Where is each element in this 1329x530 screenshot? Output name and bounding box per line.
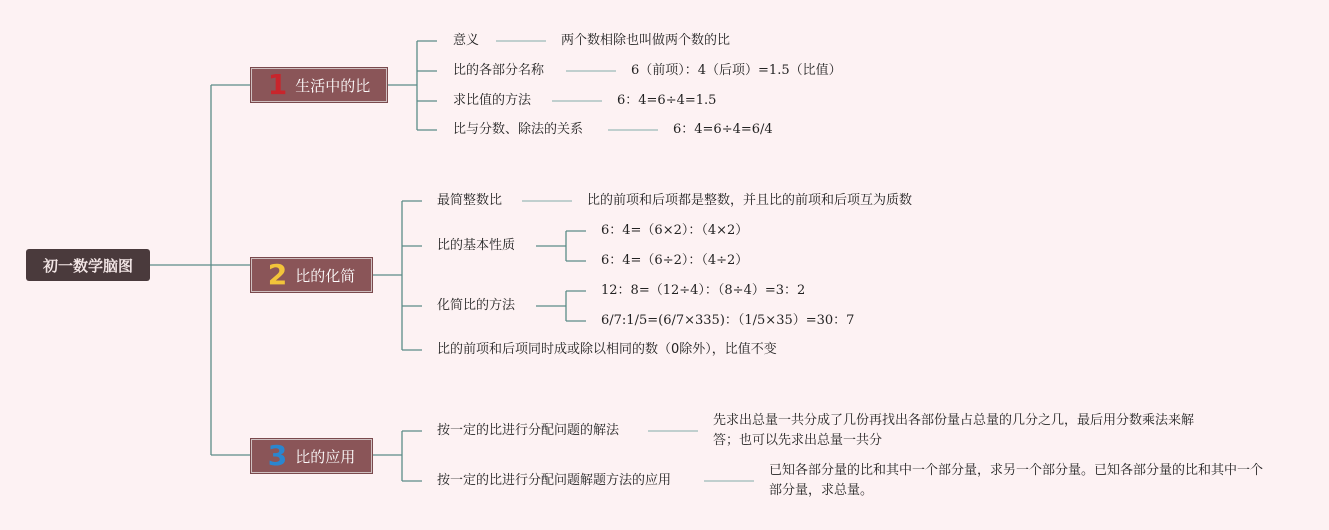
topic-simplest-ratio-value: 比的前项和后项都是整数，并且比的前项和后项互为质数 xyxy=(587,193,913,208)
connector-branch-1 xyxy=(387,41,437,130)
branch-label-1: 生活中的比 xyxy=(295,76,371,95)
topic-ratio-relation-value: 6：4=6÷4=6/4 xyxy=(673,122,773,137)
branch-node-1[interactable] xyxy=(251,68,387,102)
topic-simplest-ratio[interactable]: 最简整数比 xyxy=(437,193,503,208)
number-1-icon: 1 xyxy=(267,68,288,101)
connector-root xyxy=(150,85,251,455)
branch-node-3[interactable] xyxy=(251,439,372,473)
topic-distribution-application-value: 已知各部分量的比和其中一个部分量，求另一个部分量。已知各部分量的比和其中一个部分量，求总量。 xyxy=(769,463,1264,498)
topic-basic-property[interactable]: 比的基本性质 xyxy=(437,238,516,253)
topic-ratio-value-method-value: 6：4=6÷4=1.5 xyxy=(617,93,717,108)
topic-simplify-method-value-2: 6/7:1/5=(6/7×335)：（1/5×35）=30：7 xyxy=(601,313,855,328)
topic-part-names-value: 6（前项）：4（后项）=1.5（比值） xyxy=(631,63,842,78)
topic-basic-property-value-1: 6：4=（6×2）：（4×2） xyxy=(601,223,749,238)
number-2-icon: 2 xyxy=(267,258,288,291)
topic-part-names[interactable]: 比的各部分名称 xyxy=(453,63,545,78)
topic-ratio-relation[interactable]: 比与分数、除法的关系 xyxy=(453,122,584,137)
topic-meaning[interactable]: 意义 xyxy=(453,33,480,48)
root-node[interactable] xyxy=(26,249,150,281)
branch-label-2: 比的化简 xyxy=(295,266,356,285)
topic-meaning-value: 两个数相除也叫做两个数的比 xyxy=(561,33,731,48)
topic-distribution-solution-value: 先求出总量一共分成了几份再找出各部份量占总量的几分之几，最后用分数乘法来解答；也可以先求出总量一共分 xyxy=(713,413,1195,448)
connector-branch-1-leaves xyxy=(496,41,658,130)
connector-branch-2-sub xyxy=(536,231,586,321)
topic-simplify-method-value-1: 12：8=（12÷4）：（8÷4）=3：2 xyxy=(601,283,806,298)
number-3-icon: 3 xyxy=(267,439,288,472)
topic-ratio-invariance[interactable]: 比的前项和后项同时成或除以相同的数（0除外），比值不变 xyxy=(437,342,777,357)
connector-branch-2 xyxy=(372,201,422,350)
branch-label-3: 比的应用 xyxy=(295,447,356,466)
topic-ratio-value-method[interactable]: 求比值的方法 xyxy=(453,93,532,108)
branch-node-2[interactable] xyxy=(251,258,372,292)
topic-distribution-solution[interactable]: 按一定的比进行分配问题的解法 xyxy=(437,423,620,438)
connector-branch-3 xyxy=(372,431,422,481)
topic-distribution-application[interactable]: 按一定的比进行分配问题解题方法的应用 xyxy=(437,473,672,488)
root-label: 初一数学脑图 xyxy=(42,256,133,275)
topic-simplify-method[interactable]: 化简比的方法 xyxy=(437,298,516,313)
topic-basic-property-value-2: 6：4=（6÷2）：（4÷2） xyxy=(601,253,749,268)
